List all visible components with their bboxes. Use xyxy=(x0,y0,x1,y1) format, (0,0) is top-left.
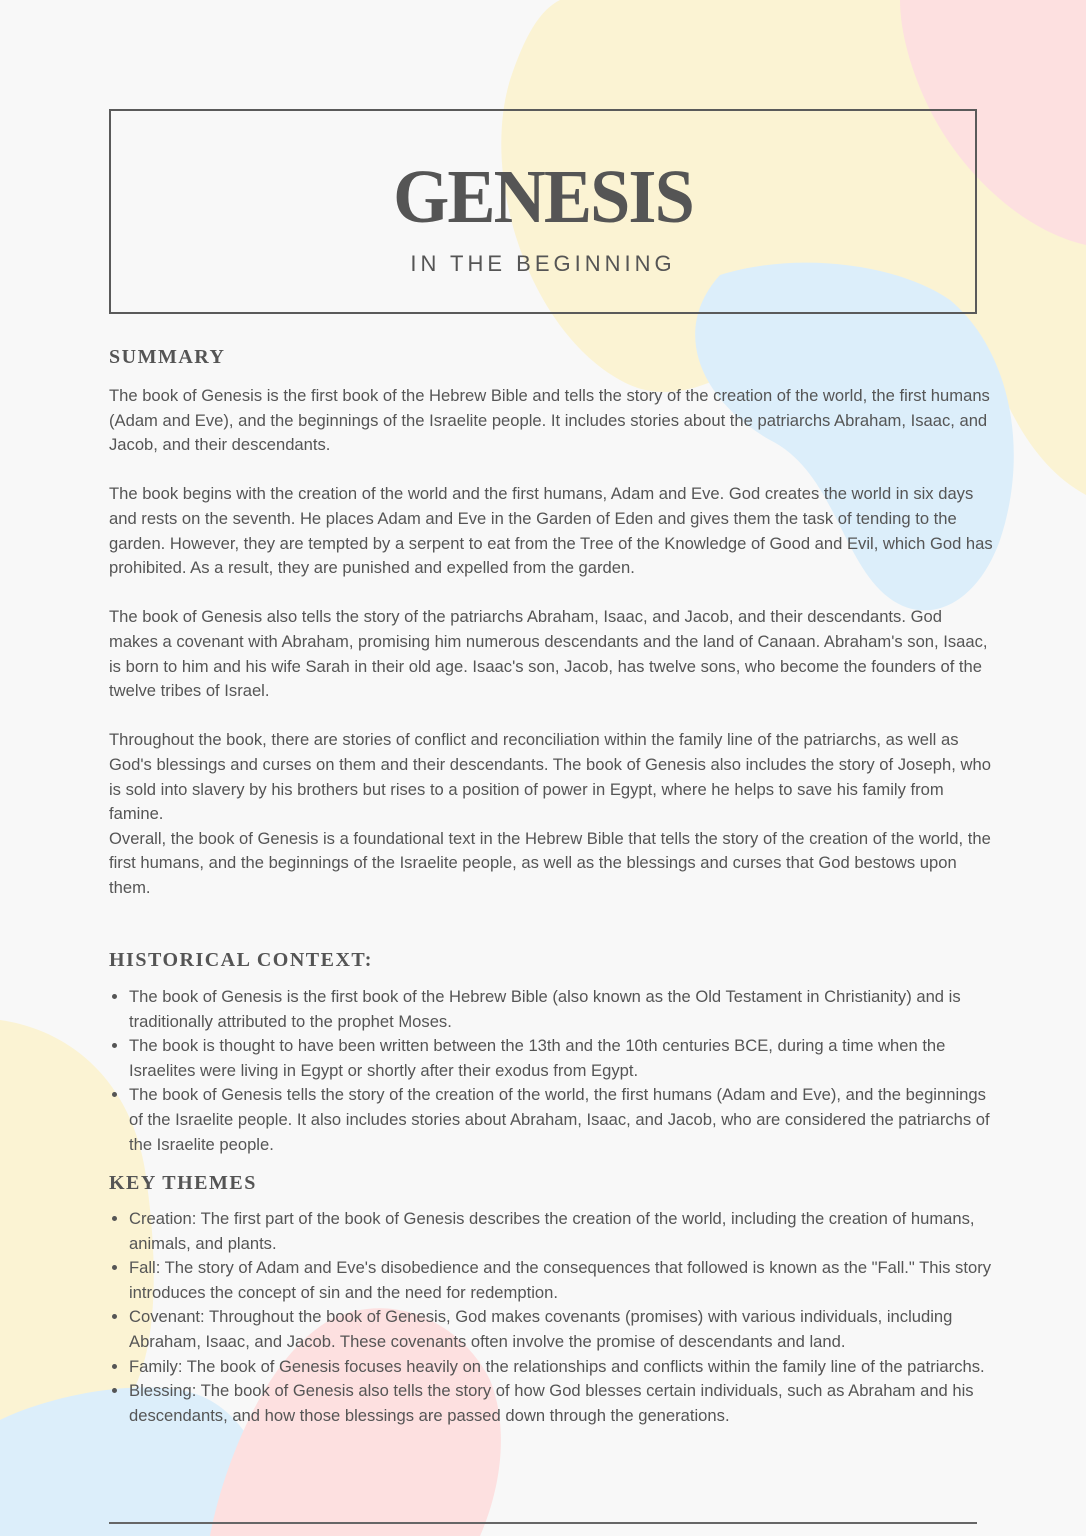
historical-heading: HISTORICAL CONTEXT: xyxy=(109,949,373,971)
summary-paragraph: The book of Genesis is the first book of the Hebrew Bible and tells the story of the creation of the world, the first humans (Adam and Eve), and the beginnings of the Israelite people. It includes stories about the patriarchs Abraham, Isaac, and Jacob, and their descendants. xyxy=(109,386,990,455)
summary-paragraph: The book begins with the creation of the world and the first humans, Adam and Eve. God creates the world in six days and rests on the seventh. He places Adam and Eve in the Garden of Eden and gives them the task of tending to the garden. However, they are tempted by a serpent to eat from the Tree of the Knowledge of Good and Evil, which God has prohibited. As a result, they are punished and expelled from the garden. xyxy=(109,484,993,578)
page-subtitle: IN THE BEGINNING xyxy=(410,251,676,276)
list-item: • Blessing: The book of Genesis also tells the story of how God blesses certain individuals, such as Abraham and his descendants, and how those blessings are passed down through the generations. xyxy=(129,1379,994,1428)
summary-heading: SUMMARY xyxy=(109,346,226,368)
themes-heading: KEY THEMES xyxy=(109,1172,257,1194)
list-item: • The book of Genesis is the first book of the Hebrew Bible (also known as the Old Testament in Christianity) and is traditionally attributed to the prophet Moses. xyxy=(129,985,994,1034)
list-item: • Creation: The first part of the book of Genesis describes the creation of the world, including the creation of humans, animals, and plants. xyxy=(129,1207,994,1256)
themes-list xyxy=(109,1207,994,1428)
list-item: • Family: The book of Genesis focuses heavily on the relationships and conflicts within the family line of the patriarchs. xyxy=(129,1355,994,1380)
summary-section xyxy=(109,384,994,900)
list-item: • Fall: The story of Adam and Eve's disobedience and the consequences that followed is known as the "Fall." This story introduces the concept of sin and the need for redemption. xyxy=(129,1256,994,1305)
title-box xyxy=(109,109,977,314)
list-item: • The book is thought to have been written between the 13th and the 10th centuries BCE, during a time when the Israelites were living in Egypt or shortly after their exodus from Egypt. xyxy=(129,1034,994,1083)
historical-list xyxy=(109,985,994,1157)
summary-paragraph: Throughout the book, there are stories of conflict and reconciliation within the family line of the patriarchs, as well as God's blessings and curses on them and their descendants. The book of Genesis also includes the story of Joseph, who is sold into slavery by his brothers but rises to a position of power in Egypt, where he helps to save his family from famine. xyxy=(109,730,991,824)
list-item: • The book of Genesis tells the story of the creation of the world, the first humans (Adam and Eve), and the beginnings of the Israelite people. It also includes stories about Abraham, Isaac, and Jacob, who are considered the patriarchs of the Israelite people. xyxy=(129,1083,994,1157)
summary-paragraph: Overall, the book of Genesis is a foundational text in the Hebrew Bible that tells the story of the creation of the world, the first humans, and the beginnings of the Israelite people, as well as the blessings and curses that God bestows upon them. xyxy=(109,828,991,897)
bottom-divider xyxy=(109,1522,977,1524)
list-item: • Covenant: Throughout the book of Genesis, God makes covenants (promises) with various individuals, including Abraham, Isaac, and Jacob. These covenants often involve the promise of descendants and land. xyxy=(129,1305,994,1354)
page-title: GENESIS xyxy=(393,155,693,239)
summary-paragraph: The book of Genesis also tells the story of the patriarchs Abraham, Isaac, and Jacob, and their descendants. God makes a covenant with Abraham, promising him numerous descendants and the land of Canaan. Abraham's son, Isaac, is born to him and his wife Sarah in their old age. Isaac's son, Jacob, has twelve sons, who become the founders of the twelve tribes of Israel. xyxy=(109,607,988,701)
